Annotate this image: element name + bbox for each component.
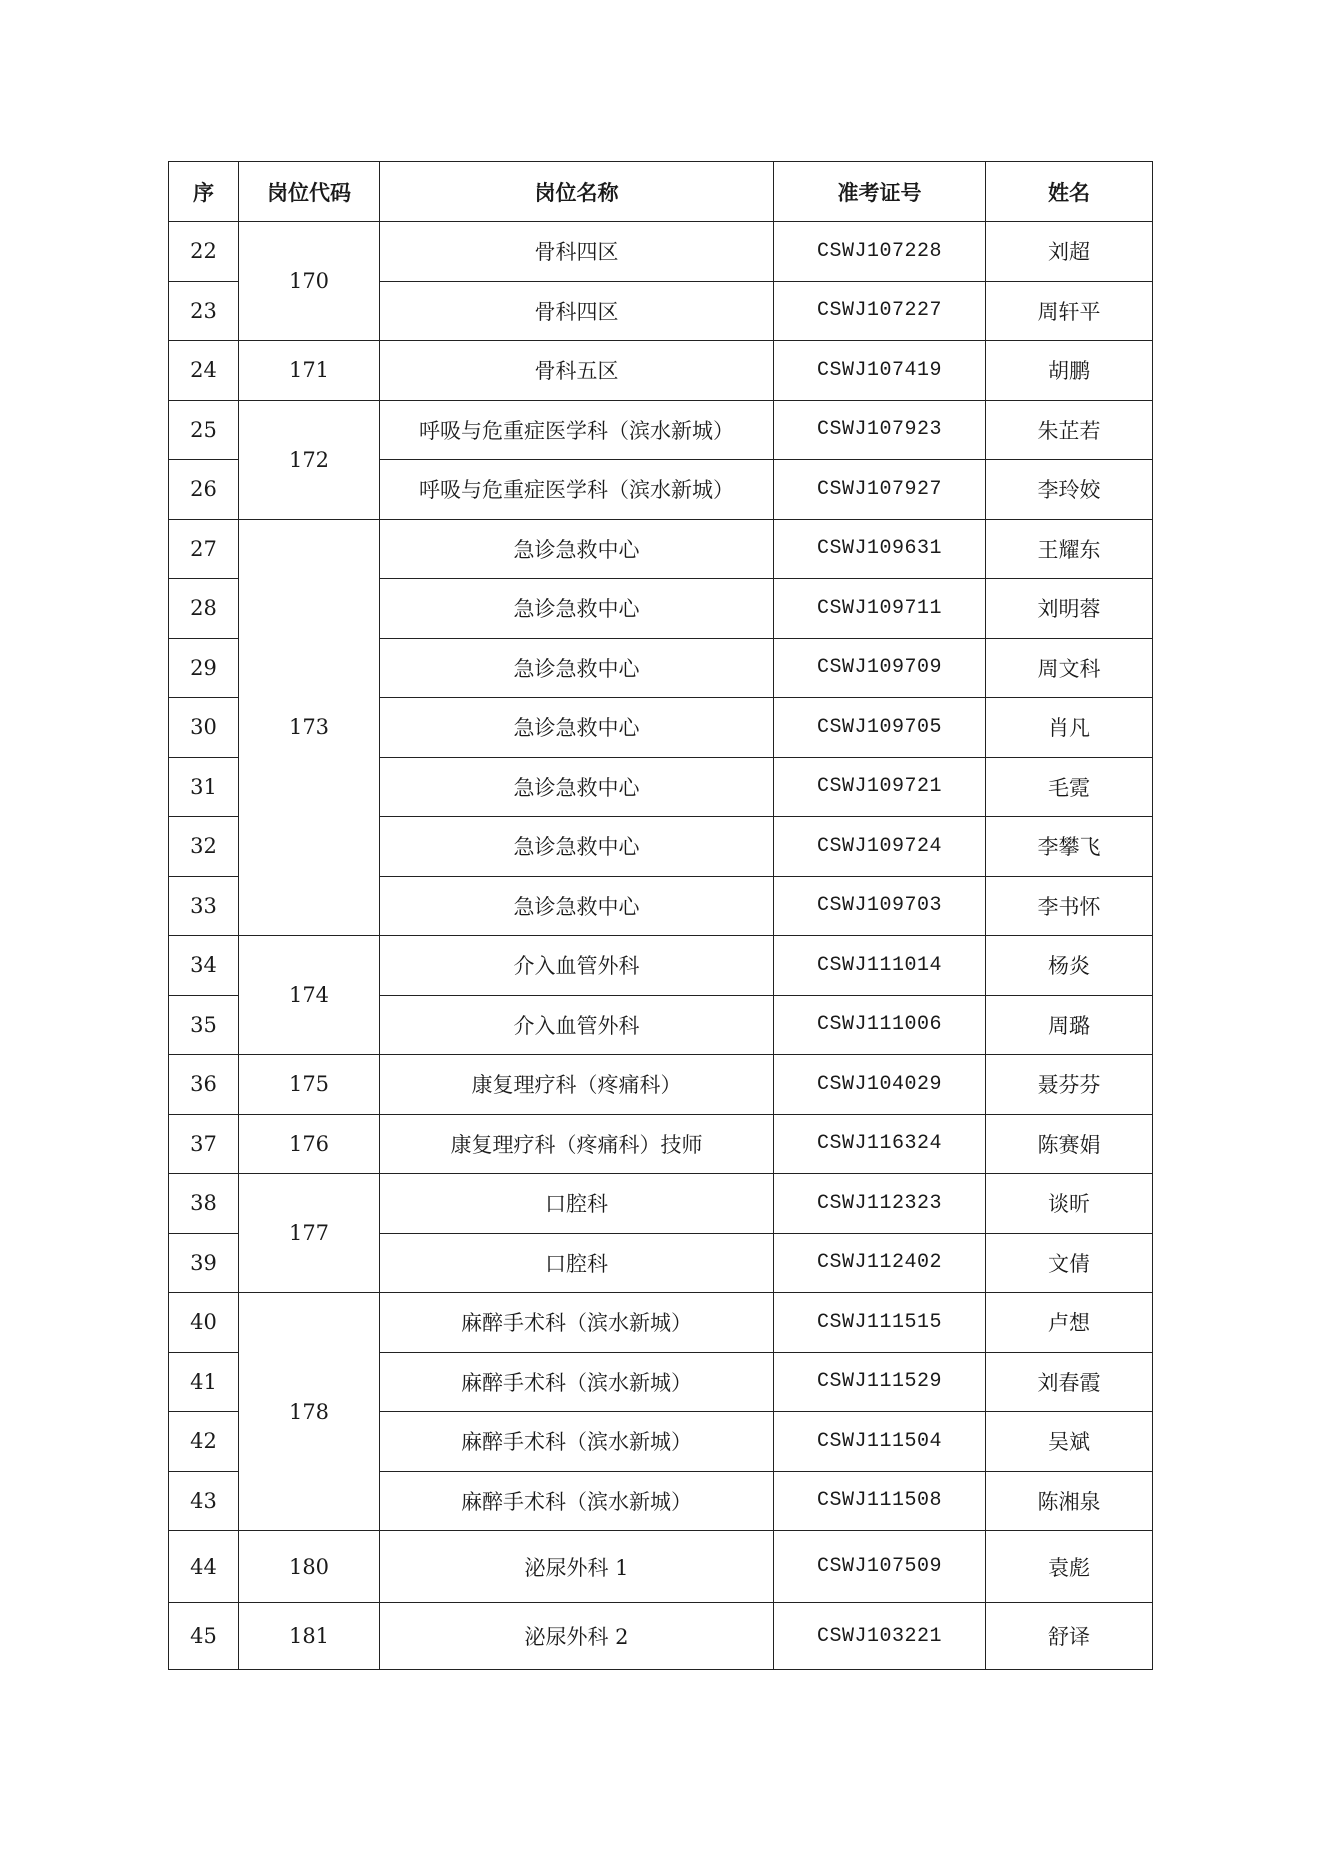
post-name-cell: 呼吸与危重症医学科（滨水新城）	[380, 460, 774, 520]
header-seq: 序	[169, 162, 239, 222]
post-name-cell: 泌尿外科 2	[380, 1603, 774, 1670]
header-code: 岗位代码	[239, 162, 380, 222]
post-name-cell: 急诊急救中心	[380, 698, 774, 758]
seq-cell: 29	[169, 638, 239, 698]
exam-id-cell: CSWJ112402	[774, 1233, 986, 1293]
seq-cell: 44	[169, 1531, 239, 1603]
header-row	[169, 162, 1153, 222]
person-cell: 聂芬芬	[986, 1055, 1153, 1115]
post-name-cell: 麻醉手术科（滨水新城）	[380, 1352, 774, 1412]
person-cell: 吴斌	[986, 1412, 1153, 1472]
person-cell: 胡鹏	[986, 341, 1153, 401]
exam-id-cell: CSWJ103221	[774, 1603, 986, 1670]
exam-id-cell: CSWJ111504	[774, 1412, 986, 1472]
exam-id-cell: CSWJ111014	[774, 936, 986, 996]
exam-id-cell: CSWJ109703	[774, 876, 986, 936]
exam-id-cell: CSWJ111529	[774, 1352, 986, 1412]
seq-cell: 38	[169, 1174, 239, 1234]
exam-id-cell: CSWJ107509	[774, 1531, 986, 1603]
person-cell: 李攀飞	[986, 817, 1153, 877]
person-cell: 朱芷若	[986, 400, 1153, 460]
post-name-cell: 骨科四区	[380, 281, 774, 341]
exam-id-cell: CSWJ109711	[774, 579, 986, 639]
code-cell: 177	[239, 1174, 380, 1293]
person-cell: 周文科	[986, 638, 1153, 698]
results-table	[168, 161, 1153, 1670]
header-post-name: 岗位名称	[380, 162, 774, 222]
table-row	[169, 1531, 1153, 1603]
exam-id-cell: CSWJ107927	[774, 460, 986, 520]
seq-cell: 31	[169, 757, 239, 817]
table-row	[169, 1293, 1153, 1353]
post-name-cell: 骨科四区	[380, 222, 774, 282]
code-cell: 181	[239, 1603, 380, 1670]
seq-cell: 33	[169, 876, 239, 936]
exam-id-cell: CSWJ111508	[774, 1471, 986, 1531]
exam-id-cell: CSWJ107923	[774, 400, 986, 460]
person-cell: 刘春霞	[986, 1352, 1153, 1412]
person-cell: 谈昕	[986, 1174, 1153, 1234]
person-cell: 李玲姣	[986, 460, 1153, 520]
post-name-cell: 麻醉手术科（滨水新城）	[380, 1293, 774, 1353]
seq-cell: 39	[169, 1233, 239, 1293]
exam-id-cell: CSWJ107227	[774, 281, 986, 341]
seq-cell: 30	[169, 698, 239, 758]
post-name-cell: 呼吸与危重症医学科（滨水新城）	[380, 400, 774, 460]
person-cell: 杨炎	[986, 936, 1153, 996]
table-row	[169, 341, 1153, 401]
exam-id-cell: CSWJ109721	[774, 757, 986, 817]
post-name-cell: 麻醉手术科（滨水新城）	[380, 1471, 774, 1531]
person-cell: 王耀东	[986, 519, 1153, 579]
person-cell: 卢想	[986, 1293, 1153, 1353]
post-name-cell: 急诊急救中心	[380, 519, 774, 579]
post-name-cell: 康复理疗科（疼痛科）技师	[380, 1114, 774, 1174]
post-name-cell: 骨科五区	[380, 341, 774, 401]
post-name-cell: 介入血管外科	[380, 936, 774, 996]
table-row	[169, 1055, 1153, 1115]
table-row	[169, 400, 1153, 460]
seq-cell: 35	[169, 995, 239, 1055]
seq-cell: 41	[169, 1352, 239, 1412]
person-cell: 陈赛娟	[986, 1114, 1153, 1174]
person-cell: 肖凡	[986, 698, 1153, 758]
exam-id-cell: CSWJ104029	[774, 1055, 986, 1115]
person-cell: 李书怀	[986, 876, 1153, 936]
table-row	[169, 936, 1153, 996]
seq-cell: 28	[169, 579, 239, 639]
table-row	[169, 519, 1153, 579]
post-name-cell: 急诊急救中心	[380, 817, 774, 877]
seq-cell: 26	[169, 460, 239, 520]
seq-cell: 24	[169, 341, 239, 401]
exam-id-cell: CSWJ112323	[774, 1174, 986, 1234]
post-name-cell: 麻醉手术科（滨水新城）	[380, 1412, 774, 1472]
person-cell: 周轩平	[986, 281, 1153, 341]
post-name-cell: 康复理疗科（疼痛科）	[380, 1055, 774, 1115]
seq-cell: 42	[169, 1412, 239, 1472]
exam-id-cell: CSWJ107228	[774, 222, 986, 282]
seq-cell: 37	[169, 1114, 239, 1174]
post-name-cell: 口腔科	[380, 1233, 774, 1293]
code-cell: 175	[239, 1055, 380, 1115]
seq-cell: 32	[169, 817, 239, 877]
person-cell: 周璐	[986, 995, 1153, 1055]
table-row	[169, 222, 1153, 282]
header-person: 姓名	[986, 162, 1153, 222]
person-cell: 刘超	[986, 222, 1153, 282]
exam-id-cell: CSWJ109631	[774, 519, 986, 579]
person-cell: 袁彪	[986, 1531, 1153, 1603]
seq-cell: 34	[169, 936, 239, 996]
seq-cell: 36	[169, 1055, 239, 1115]
seq-cell: 45	[169, 1603, 239, 1670]
seq-cell: 27	[169, 519, 239, 579]
header-exam-id: 准考证号	[774, 162, 986, 222]
person-cell: 刘明蓉	[986, 579, 1153, 639]
table-row	[169, 1114, 1153, 1174]
seq-cell: 43	[169, 1471, 239, 1531]
code-cell: 170	[239, 222, 380, 341]
exam-id-cell: CSWJ111006	[774, 995, 986, 1055]
code-cell: 172	[239, 400, 380, 519]
post-name-cell: 介入血管外科	[380, 995, 774, 1055]
exam-id-cell: CSWJ109705	[774, 698, 986, 758]
code-cell: 171	[239, 341, 380, 401]
exam-id-cell: CSWJ111515	[774, 1293, 986, 1353]
seq-cell: 40	[169, 1293, 239, 1353]
post-name-cell: 急诊急救中心	[380, 638, 774, 698]
code-cell: 176	[239, 1114, 380, 1174]
person-cell: 陈湘泉	[986, 1471, 1153, 1531]
seq-cell: 23	[169, 281, 239, 341]
seq-cell: 22	[169, 222, 239, 282]
person-cell: 毛霓	[986, 757, 1153, 817]
seq-cell: 25	[169, 400, 239, 460]
table-row	[169, 1174, 1153, 1234]
post-name-cell: 急诊急救中心	[380, 579, 774, 639]
post-name-cell: 急诊急救中心	[380, 876, 774, 936]
exam-id-cell: CSWJ109709	[774, 638, 986, 698]
code-cell: 173	[239, 519, 380, 936]
exam-id-cell: CSWJ116324	[774, 1114, 986, 1174]
person-cell: 文倩	[986, 1233, 1153, 1293]
code-cell: 178	[239, 1293, 380, 1531]
person-cell: 舒译	[986, 1603, 1153, 1670]
post-name-cell: 泌尿外科 1	[380, 1531, 774, 1603]
code-cell: 174	[239, 936, 380, 1055]
post-name-cell: 急诊急救中心	[380, 757, 774, 817]
results-sheet	[168, 161, 1152, 1670]
code-cell: 180	[239, 1531, 380, 1603]
post-name-cell: 口腔科	[380, 1174, 774, 1234]
table-row	[169, 1603, 1153, 1670]
exam-id-cell: CSWJ107419	[774, 341, 986, 401]
exam-id-cell: CSWJ109724	[774, 817, 986, 877]
